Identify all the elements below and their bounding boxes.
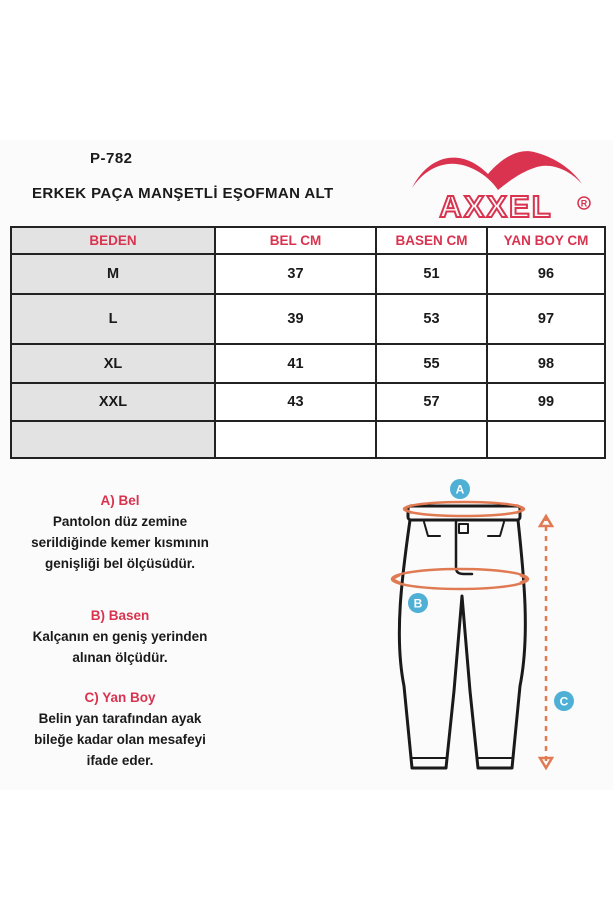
size-cell: XXL xyxy=(12,384,216,420)
description-line: Kalçanın en geniş yerinden xyxy=(32,629,208,644)
description-yan-boy xyxy=(0,687,240,771)
yan-boy-cell: 98 xyxy=(537,355,555,372)
description-line: Belin yan tarafından ayak xyxy=(38,711,202,726)
yan-boy-cell: 99 xyxy=(537,394,555,410)
logo-wave-shape xyxy=(412,151,582,190)
yan-boy-cell: 96 xyxy=(537,266,555,282)
logo-wordmark: AXXEL xyxy=(439,189,553,222)
badge-c-label: C xyxy=(559,694,569,709)
badge-b-label: B xyxy=(413,596,423,611)
header-bel: BEL CM xyxy=(216,228,377,253)
description-title: B) Basen xyxy=(90,608,150,623)
description-line: bileğe kadar olan mesafeyi xyxy=(34,732,206,747)
table-row xyxy=(12,345,604,384)
basen-cell: 55 xyxy=(377,345,488,382)
table-header-row xyxy=(12,228,604,255)
waist-arrow-icon xyxy=(404,502,524,516)
description-line: genişliği bel ölçüsüdür. xyxy=(44,556,196,571)
bel-cell: 37 xyxy=(216,255,377,293)
bel-cell: 39 xyxy=(216,295,377,343)
basen-cell: 51 xyxy=(377,255,488,293)
table-row xyxy=(12,295,604,345)
description-line: alınan ölçüdür. xyxy=(72,650,168,665)
description-line: Pantolon düz zemine xyxy=(52,514,188,529)
yan-boy-cell: 97 xyxy=(537,311,555,327)
size-table xyxy=(10,226,606,459)
basen-cell: 57 xyxy=(377,384,488,420)
bel-cell: 43 xyxy=(216,384,377,420)
description-title: C) Yan Boy xyxy=(84,690,156,705)
table-row xyxy=(12,255,604,295)
header-basen: BASEN CM xyxy=(377,228,488,253)
table-row-empty xyxy=(12,422,604,457)
size-cell: M xyxy=(12,255,216,293)
description-bel xyxy=(0,490,240,574)
logo-wave-icon xyxy=(412,151,582,190)
basen-cell: 53 xyxy=(377,295,488,343)
description-title: A) Bel xyxy=(100,493,140,508)
product-code: P-782 xyxy=(90,150,133,167)
description-line: serildiğinde kemer kısmının xyxy=(31,535,209,550)
badge-a-label: A xyxy=(455,482,465,497)
bel-cell xyxy=(216,422,377,457)
header-beden: BEDEN xyxy=(12,228,216,253)
pants-measurement-diagram xyxy=(384,476,584,776)
brand-logo xyxy=(398,146,594,222)
header-yan-boy: YAN BOY CM xyxy=(503,233,589,248)
size-cell: XL xyxy=(12,345,216,382)
hip-arrow-icon xyxy=(392,569,528,589)
pants-outline-icon xyxy=(399,506,525,768)
bel-cell: 41 xyxy=(216,345,377,382)
registered-mark-letter: R xyxy=(580,198,588,209)
side-length-arrow-icon xyxy=(540,516,552,768)
description-basen xyxy=(0,605,240,668)
size-cell xyxy=(12,422,216,457)
size-cell: L xyxy=(12,295,216,343)
description-line: ifade eder. xyxy=(86,753,154,768)
product-name: ERKEK PAÇA MANŞETLİ EŞOFMAN ALT xyxy=(32,185,334,202)
basen-cell xyxy=(377,422,488,457)
yan-boy-cell xyxy=(488,422,604,457)
table-row xyxy=(12,384,604,422)
